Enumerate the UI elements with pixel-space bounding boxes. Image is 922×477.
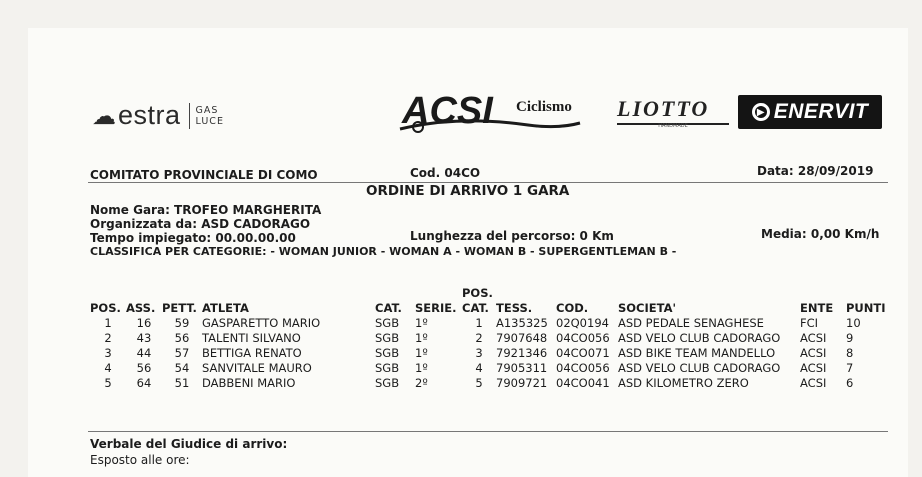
cell-cat: SGB bbox=[375, 316, 400, 330]
nome-gara-text: Nome Gara: TROFEO MARGHERITA bbox=[90, 203, 322, 217]
cell-pett: 56 bbox=[174, 331, 190, 345]
cell-societa: ASD KILOMETRO ZERO bbox=[618, 376, 749, 390]
estra-separator bbox=[189, 103, 190, 129]
cell-pos: 3 bbox=[104, 346, 112, 360]
cell-pos-cat: 4 bbox=[475, 361, 483, 375]
page-title: ORDINE DI ARRIVO 1 GARA bbox=[366, 183, 570, 199]
col-punti: PUNTI bbox=[846, 301, 886, 315]
cell-atleta: SANVITALE MAURO bbox=[202, 361, 312, 375]
cell-tess: 7909721 bbox=[496, 376, 548, 390]
table-header-row bbox=[90, 286, 886, 316]
cell-ente: ACSI bbox=[800, 361, 827, 375]
cell-punti: 7 bbox=[846, 361, 854, 375]
cell-cat: SGB bbox=[375, 331, 400, 345]
comitato-text: COMITATO PROVINCIALE DI COMO bbox=[90, 168, 318, 182]
cell-ass: 64 bbox=[136, 376, 152, 390]
cell-ente: FCI bbox=[800, 316, 819, 330]
cell-pos-cat: 5 bbox=[475, 376, 483, 390]
table-row bbox=[90, 331, 886, 346]
col-pos-cat-line2: CAT. bbox=[462, 301, 489, 315]
cell-tess: 7921346 bbox=[496, 346, 548, 360]
enervit-ring-icon: ▶ bbox=[752, 103, 770, 121]
col-ass: ASS. bbox=[126, 301, 156, 315]
cell-cod: 04CO041 bbox=[556, 376, 610, 390]
media-text: Media: 0,00 Km/h bbox=[761, 227, 880, 241]
cell-pett: 54 bbox=[174, 361, 190, 375]
cell-tess: 7907648 bbox=[496, 331, 548, 345]
estra-luce-text: LUCE bbox=[195, 115, 224, 127]
cell-punti: 8 bbox=[846, 346, 854, 360]
cell-pett: 51 bbox=[174, 376, 190, 390]
cell-cat: SGB bbox=[375, 346, 400, 360]
cell-ass: 44 bbox=[136, 346, 152, 360]
cell-punti: 9 bbox=[846, 331, 854, 345]
cell-pos: 5 bbox=[104, 376, 112, 390]
cell-societa: ASD PEDALE SENAGHESE bbox=[618, 316, 764, 330]
cell-pos-cat: 1 bbox=[475, 316, 483, 330]
cell-serie: 1º bbox=[415, 316, 428, 330]
col-pos-cat-line1: POS. bbox=[462, 286, 493, 300]
col-tess: TESS. bbox=[496, 301, 533, 315]
acsi-logo-text: ACSI bbox=[402, 90, 493, 132]
col-pett: PETT. bbox=[162, 301, 197, 315]
cell-atleta: BETTIGA RENATO bbox=[202, 346, 302, 360]
cell-atleta: TALENTI SILVANO bbox=[202, 331, 301, 345]
cell-serie: 1º bbox=[415, 346, 428, 360]
col-cat: CAT. bbox=[375, 301, 402, 315]
esposto-text: Esposto alle ore: bbox=[90, 453, 190, 467]
cell-societa: ASD VELO CLUB CADORAGO bbox=[618, 361, 781, 375]
cell-societa: ASD BIKE TEAM MANDELLO bbox=[618, 346, 776, 360]
cod-text: Cod. 04CO bbox=[410, 166, 481, 180]
cell-punti: 6 bbox=[846, 376, 854, 390]
cell-pos-cat: 2 bbox=[475, 331, 483, 345]
lunghezza-text: Lunghezza del percorso: 0 Km bbox=[410, 229, 614, 243]
cell-serie: 2º bbox=[415, 376, 428, 390]
organizzata-text: Organizzata da: ASD CADORAGO bbox=[90, 217, 311, 231]
liotto-logo bbox=[617, 96, 729, 129]
cell-ass: 16 bbox=[136, 316, 152, 330]
cell-pett: 57 bbox=[174, 346, 190, 360]
estra-logo-text: estra bbox=[118, 100, 181, 130]
verbale-text: Verbale del Giudice di arrivo: bbox=[90, 437, 288, 451]
col-pos: POS. bbox=[90, 301, 121, 315]
footer-rule bbox=[88, 431, 888, 432]
estra-gas-luce bbox=[196, 105, 224, 127]
data-text: Data: 28/09/2019 bbox=[757, 164, 874, 178]
cell-pos: 2 bbox=[104, 331, 112, 345]
col-societa: SOCIETA' bbox=[618, 301, 677, 315]
enervit-logo bbox=[738, 95, 882, 129]
estra-swirl-icon: ☁ bbox=[92, 101, 116, 130]
cell-cat: SGB bbox=[375, 361, 400, 375]
col-ente: ENTE bbox=[800, 301, 834, 315]
acsi-ciclismo-logo bbox=[398, 85, 588, 141]
cell-cod: 02Q0194 bbox=[556, 316, 609, 330]
table-row bbox=[90, 346, 886, 361]
estra-gas-text: GAS bbox=[195, 104, 219, 116]
col-atleta: ATLETA bbox=[202, 301, 249, 315]
cell-atleta: DABBENI MARIO bbox=[202, 376, 296, 390]
table-row bbox=[90, 376, 886, 391]
tempo-text: Tempo impiegato: 00.00.00.00 bbox=[90, 231, 296, 245]
cell-ente: ACSI bbox=[800, 331, 827, 345]
liotto-handmade-text: HANDMADE bbox=[658, 123, 688, 129]
results-table bbox=[90, 286, 886, 391]
cell-ente: ACSI bbox=[800, 376, 827, 390]
cell-tess: 7905311 bbox=[496, 361, 548, 375]
cell-pos: 1 bbox=[104, 316, 112, 330]
cell-pos: 4 bbox=[104, 361, 112, 375]
cell-ente: ACSI bbox=[800, 346, 827, 360]
cell-pett: 59 bbox=[174, 316, 190, 330]
cell-serie: 1º bbox=[415, 331, 428, 345]
cell-cod: 04CO056 bbox=[556, 361, 610, 375]
col-pos-cat bbox=[462, 286, 496, 316]
cell-serie: 1º bbox=[415, 361, 428, 375]
col-serie: SERIE. bbox=[415, 301, 457, 315]
cell-pos-cat: 3 bbox=[475, 346, 483, 360]
cell-cod: 04CO071 bbox=[556, 346, 610, 360]
table-row bbox=[90, 316, 886, 331]
cell-tess: A135325 bbox=[496, 316, 548, 330]
cell-cat: SGB bbox=[375, 376, 400, 390]
cell-ass: 56 bbox=[136, 361, 152, 375]
ciclismo-text: Ciclismo bbox=[516, 99, 572, 115]
classifica-text: CLASSIFICA PER CATEGORIE: - WOMAN JUNIOR - WOMAN A - WOMAN B - SUPERGENTLEMAN B - bbox=[90, 245, 677, 258]
cell-societa: ASD VELO CLUB CADORAGO bbox=[618, 331, 781, 345]
table-row bbox=[90, 361, 886, 376]
col-cod: COD. bbox=[556, 301, 589, 315]
cell-atleta: GASPARETTO MARIO bbox=[202, 316, 321, 330]
cell-cod: 04CO056 bbox=[556, 331, 610, 345]
liotto-logo-text: LIOTTO bbox=[617, 96, 710, 121]
enervit-logo-text: ENERVIT bbox=[773, 100, 869, 123]
estra-logo bbox=[92, 100, 224, 131]
cell-punti: 10 bbox=[846, 316, 861, 330]
cell-ass: 43 bbox=[136, 331, 152, 345]
